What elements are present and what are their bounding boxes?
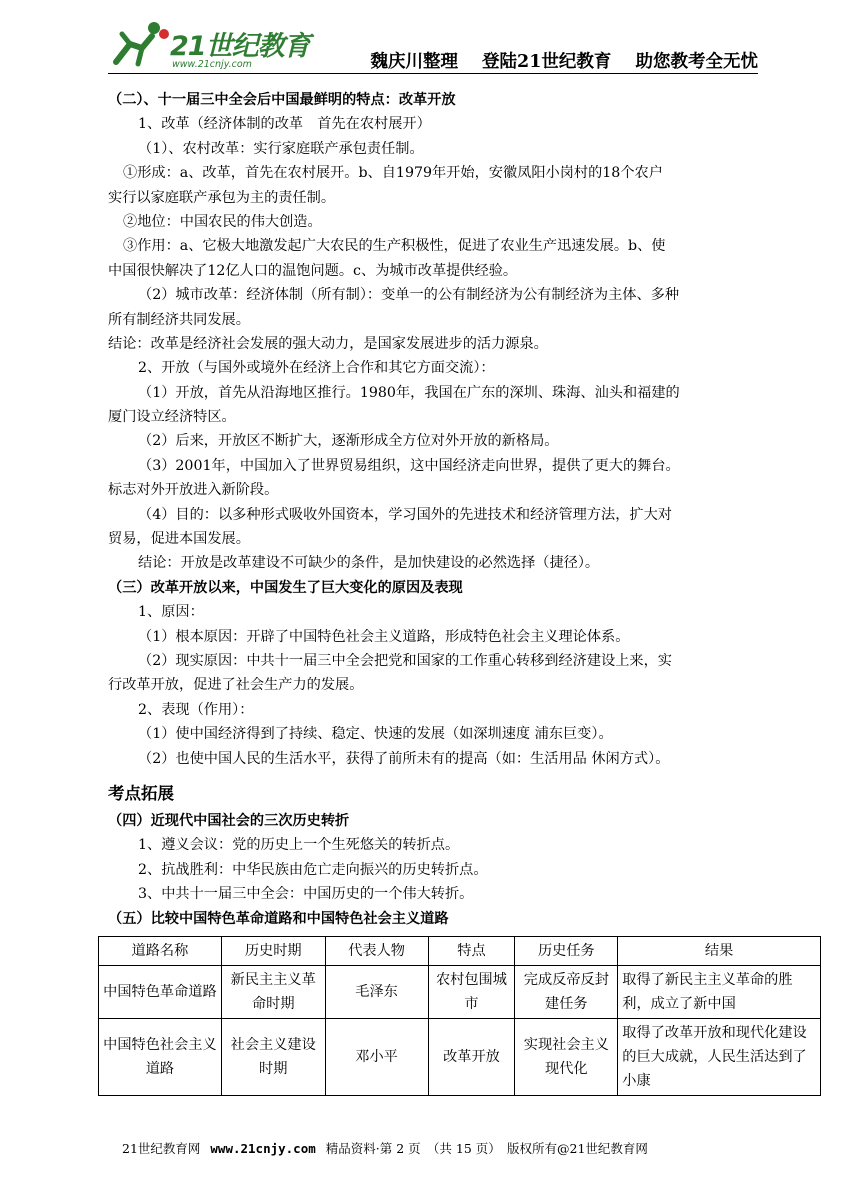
paragraph-line: 实行以家庭联产承包为主的责任制。 xyxy=(108,189,336,206)
table-cell: 邓小平 xyxy=(325,1019,428,1096)
paragraph-line: 3、中共十一届三中全会：中国历史的一个伟大转折。 xyxy=(138,886,474,903)
table-cell: 中国特色社会主义道路 xyxy=(99,1019,222,1096)
footer-page-prefix: 精品资料·第 xyxy=(325,1141,393,1156)
paragraph-line: 中国很快解决了12亿人口的温饱问题。c、为城市改革提供经验。 xyxy=(108,262,518,279)
section-heading: （二）、十一届三中全会后中国最鲜明的特点：改革开放 xyxy=(108,92,456,108)
conclusion-line: 结论：开放是改革建设不可缺少的条件，是加快建设的必然选择（捷径）。 xyxy=(138,555,600,572)
paragraph-line: （2）城市改革：经济体制（所有制）：变单一的公有制经济为公有制经济为主体、多种 xyxy=(138,287,680,304)
column-header: 历史任务 xyxy=(515,937,618,966)
column-header: 代表人物 xyxy=(325,937,428,966)
column-header: 道路名称 xyxy=(99,937,222,966)
subheading: 2、开放（与国外或境外在经济上合作和其它方面交流）： xyxy=(138,360,495,377)
table-cell: 取得了新民主主义革命的胜利，成立了新中国 xyxy=(618,966,821,1019)
logo-site: www.21cnjy.com xyxy=(172,59,252,70)
section-title: 考点拓展 xyxy=(108,783,174,803)
subheading: 1、原因： xyxy=(138,604,204,621)
table-cell: 完成反帝反封建任务 xyxy=(515,966,618,1019)
table-cell: 新民主主义革命时期 xyxy=(221,966,325,1019)
paragraph-line: （1）根本原因：开辟了中国特色社会主义道路，形成特色社会主义理论体系。 xyxy=(138,628,630,645)
subheading: 1、改革（经济体制的改革 首先在农村展开） xyxy=(138,116,431,133)
paragraph-line: （2）现实原因：中共十一届三中全会把党和国家的工作重心转移到经济建设上来，实 xyxy=(138,652,672,669)
table-cell: 改革开放 xyxy=(428,1019,515,1096)
slogan-author: 魏庆川整理 xyxy=(370,52,458,72)
page-footer xyxy=(122,1139,648,1157)
table-cell: 农村包围城市 xyxy=(428,966,515,1019)
column-header: 特点 xyxy=(428,937,515,966)
section-heading: （五）比较中国特色革命道路和中国特色社会主义道路 xyxy=(108,910,449,927)
logo xyxy=(108,18,318,74)
section-heading: （四）近现代中国社会的三次历史转折 xyxy=(108,812,350,829)
paragraph-line: 厦门设立经济特区。 xyxy=(108,409,236,426)
paragraph-line: （1）开放，首先从沿海地区推行。1980年，我国在广东的深圳、珠海、汕头和福建的 xyxy=(138,384,680,401)
table-cell: 毛泽东 xyxy=(325,966,428,1019)
table-cell: 取得了改革开放和现代化建设的巨大成就，人民生活达到了小康 xyxy=(618,1019,821,1096)
paragraph-line: ①形成：a、改革，首先在农村展开。b、自1979年开始，安徽凤阳小岗村的18个农户 xyxy=(123,165,663,182)
page-header xyxy=(108,18,758,74)
paragraph-line: （1）、农村改革：实行家庭联产承包责任制。 xyxy=(138,140,424,157)
paragraph-line: 行改革开放，促进了社会生产力的发展。 xyxy=(108,677,364,694)
paragraph-line: 1、遵义会议：党的历史上一个生死悠关的转折点。 xyxy=(138,837,460,854)
table-header-row xyxy=(99,937,821,966)
paragraph-line: ②地位：中国农民的伟大创造。 xyxy=(123,213,322,230)
column-header: 历史时期 xyxy=(221,937,325,966)
logo-text: 21世纪教育 xyxy=(170,31,310,62)
section-heading: （三）改革开放以来，中国发生了巨大变化的原因及表现 xyxy=(108,579,463,596)
paragraph-line: 2、抗战胜利：中华民族由危亡走向振兴的历史转折点。 xyxy=(138,861,488,878)
header-slogan xyxy=(352,48,758,73)
paragraph-line: （4）目的：以多种形式吸收外国资本，学习国外的先进技术和经济管理方法，扩大对 xyxy=(138,506,672,523)
table-cell: 社会主义建设时期 xyxy=(221,1019,325,1096)
paragraph-line: （2）后来，开放区不断扩大，逐渐形成全方位对外开放的新格局。 xyxy=(138,433,559,450)
paragraph-line: 贸易，促进本国发展。 xyxy=(108,531,250,548)
paragraph-line: （2）也使中国人民的生活水平，获得了前所未有的提高（如：生活用品 休闲方式）。 xyxy=(138,750,670,767)
footer-page-number: 2 xyxy=(396,1141,405,1156)
runner-logo-icon xyxy=(108,18,170,74)
document-body xyxy=(108,88,760,931)
paragraph-line: （1）使中国经济得到了持续、稳定、快速的发展（如深圳速度 浦东巨变）。 xyxy=(138,726,613,743)
paragraph-line: 标志对外开放进入新阶段。 xyxy=(108,482,279,499)
paragraph-line: （3）2001年，中国加入了世界贸易组织，这中国经济走向世界，提供了更大的舞台。 xyxy=(138,457,680,474)
header-divider xyxy=(108,73,758,74)
footer-url[interactable]: www.21cnjy.com xyxy=(210,1141,316,1156)
table-cell: 实现社会主义现代化 xyxy=(515,1019,618,1096)
comparison-table xyxy=(98,936,821,1096)
slogan-login: 登陆21世纪教育 xyxy=(482,52,612,72)
table-row xyxy=(99,966,821,1019)
footer-page-suffix: 页 （共 15 页） 版权所有@21世纪教育网 xyxy=(408,1141,648,1156)
slogan-motto: 助您教考全无忧 xyxy=(635,52,758,72)
table-cell: 中国特色革命道路 xyxy=(99,966,222,1019)
conclusion-line: 结论：改革是经济社会发展的强大动力，是国家发展进步的活力源泉。 xyxy=(108,335,548,352)
table-row xyxy=(99,1019,821,1096)
paragraph-line: ③作用：a、它极大地激发起广大农民的生产积极性，促进了农业生产迅速发展。b、使 xyxy=(123,238,666,255)
paragraph-line: 所有制经济共同发展。 xyxy=(108,311,250,328)
column-header: 结果 xyxy=(618,937,821,966)
subheading: 2、表现（作用）： xyxy=(138,701,254,718)
footer-site: 21世纪教育网 xyxy=(122,1141,201,1156)
